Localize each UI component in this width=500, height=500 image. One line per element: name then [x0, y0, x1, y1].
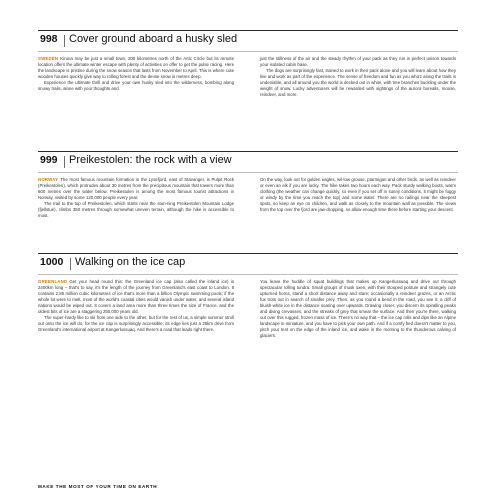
- paragraph: SWEDEN Kiruna may be just a small town, 200 kilometres north of the Artic Circle but its remote location offers the ultimate winter escape with plenty of activities on offer to get the pulse racing. Here the landscape is pristine during the snow season that lasts from November to April. This is where cute wooden houses quickly give way to rolling forest and the dense snow is metres deep.: [38, 56, 234, 80]
- paragraph: The trail to the top of Preikestolen, which starts near the stun-ning Preikestolen Mountain Lodge (fjellstue), climbs 350 metres through somewhat uneven terrain, although the hike is accessible to most.: [38, 201, 234, 219]
- entry-header: [38, 151, 458, 173]
- header-divider: [70, 258, 71, 270]
- right-column: [260, 279, 456, 339]
- right-column: [260, 56, 456, 98]
- left-column: [38, 177, 234, 219]
- entry-title: Preikestolen: the rock with a view: [69, 154, 232, 166]
- entry-999: [38, 151, 458, 219]
- paragraph: On the way, look out for golden eagles, wil-low grouse, ptarmigan and other birds, as well as reindeer or even an elk if you are lucky. The hike takes two hours each way. Pack sturdy walking boots, warm clothing (the weather can change quickly, so even if you set off in sunny conditions, it might be foggy or windy by the time you reach the top) and some water. There are no railings near the steepest spots, so keep an eye on children, and walk as closely to the mountain wall as possible. The views from the top over the fjord are jaw-dropping, so allow enough time there before starting your descent.: [260, 177, 456, 213]
- paragraph: just the stillness of the air and the steady rhythm of your pack as they run in perfect unison towards your isolated cabin base.: [260, 56, 456, 68]
- paragraph: GREENLAND Get your head round this: the Greenland ice cap (also called the inland ice) is 2400km long – that's to say, it's the length of the journey from Greenland's east coast to London. It contains 2.85 million cubic kilometres of ice that's more than a billion Olympic swimming pools; if the whole lot were to melt, most of the world's coastal cities would vanish under water, and several island nations would be wiped out. It covers a land area more than three times the size of France, and the oldest bits of ice are a staggering 250,000 years old.: [38, 279, 234, 315]
- paragraph: The dogs are surprisingly fast, trained to work in their pack alone and you will learn about how they live and work as part of the experience. The sense of freedom and fun as you whizz along the trails is undeniable, and all around you the world is decked out in white, with tree branches buckling under the weight of snow. Lucky adventurers will be rewarded with sightings of the aurora borealis, moose, reindeer, and more.: [260, 68, 456, 98]
- entry-body: [38, 56, 458, 196]
- left-column: [38, 56, 234, 92]
- entry-title: Walking on the ice cap: [75, 256, 186, 268]
- paragraph: NORWAY The most famous mountain formation in the Lysefjord, east of Stavanger, is Pulpit Rock (Preikestolen), which protrudes about 30 metres from the precipitous mountain that towers more than 600 metres over the water below. Preikestolen is among the most famous tourist attractions in Norway, visited by some 120,000 people every year.: [38, 177, 234, 201]
- entry-number: 1000: [40, 256, 64, 268]
- entry-header: [38, 253, 458, 275]
- entry-number: 998: [40, 33, 58, 45]
- entry-number: 999: [40, 154, 58, 166]
- entry-header: [38, 30, 458, 52]
- page-footer: MAKE THE MOST OF YOUR TIME ON EARTH: [38, 484, 158, 489]
- entry-title: Cover ground aboard a husky sled: [69, 33, 238, 45]
- entry-1000: [38, 253, 458, 339]
- paragraph: You leave the huddle of squat buildings that makes up Kangerlussuaq and drive out through spectacular rolling tundra. Small groups of musk oxen, with their stooped posture and strangely cute upturned horns, stand a short distance away and stare; occasionally a reindeer grazes, or an Arctic fox trots out in search of smaller prey. Then, as you round a bend in the road, you see it: a cliff of bluish-white ice in the distance soaring over upwards. Drawing closer, you discern its spiralling peaks and diving crevasses, and the streaks of grey that smear the surface. And then you're there, walking out over this rugged, frozen mass of ice. There's no way that – the ice cap rolls and dips like an Alpine landscape in miniature, and you have to pick your own path. And if a comfy bed doesn't matter to you, pitch your tent on the edge of the inland ice, and wake in the morning to the thunderous calving of glaciers.: [260, 279, 456, 339]
- country-label: GREENLAND: [38, 279, 68, 284]
- left-column: [38, 279, 234, 333]
- header-divider: [64, 156, 65, 168]
- paragraph: Experience the ultimate thrill and drive your own husky sled into the wilderness, bombing along snowy trails, alone with your thoughts and: [38, 80, 234, 92]
- paragraph: The super-hardy like to ski from one side to the other, but for the rest of us, a simple summer stroll out onto the ice will do, for the ice cap is surprisingly accessible; its edge lies just a 25km drive from Greenland's international airport at Kangerlussuaq. And there's a road that leads right there.: [38, 315, 234, 333]
- country-label: NORWAY: [38, 177, 59, 182]
- entry-998: [38, 30, 458, 98]
- right-column: [260, 177, 456, 213]
- country-label: SWEDEN: [38, 56, 59, 61]
- header-divider: [64, 35, 65, 47]
- entry-body: [38, 279, 458, 419]
